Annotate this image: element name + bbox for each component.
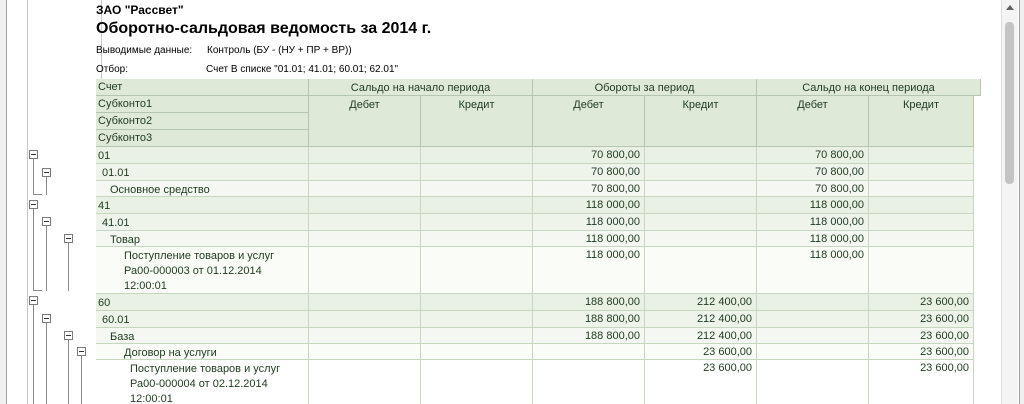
tree-line bbox=[33, 209, 34, 291]
row-closing-debit-value: 118 000,00 bbox=[809, 216, 864, 228]
row-opening-credit-cell bbox=[421, 231, 533, 246]
table-row[interactable] bbox=[96, 214, 974, 231]
row-account-cell bbox=[96, 311, 309, 327]
row-account-name: 60.01 bbox=[102, 314, 130, 326]
table-row[interactable] bbox=[96, 147, 974, 164]
row-closing-debit-value: 118 000,00 bbox=[809, 199, 864, 211]
tree-line bbox=[33, 305, 34, 404]
header-turnover-debit bbox=[533, 96, 645, 147]
table-row[interactable] bbox=[96, 311, 974, 328]
row-closing-debit-cell bbox=[757, 360, 869, 404]
row-account-cell bbox=[96, 328, 309, 343]
row-account-cell bbox=[96, 197, 309, 213]
header-closing-debit-label: Дебет bbox=[797, 99, 828, 111]
row-account-cell bbox=[96, 344, 309, 359]
row-opening-debit-cell bbox=[309, 181, 421, 196]
header-closing-credit-label: Кредит bbox=[902, 99, 939, 111]
row-opening-debit-cell bbox=[309, 197, 421, 213]
header-subconto2 bbox=[96, 113, 309, 130]
row-account-cell bbox=[96, 360, 309, 404]
row-turnover-credit-cell bbox=[645, 181, 757, 196]
row-closing-credit-cell bbox=[869, 164, 974, 180]
row-closing-debit-cell bbox=[757, 214, 869, 230]
header-opening-credit bbox=[421, 96, 533, 147]
row-opening-debit-cell bbox=[309, 164, 421, 180]
row-closing-debit-cell bbox=[757, 231, 869, 246]
row-closing-credit-cell bbox=[869, 344, 974, 359]
row-turnover-debit-cell bbox=[533, 231, 645, 246]
row-turnover-credit-cell bbox=[645, 214, 757, 230]
header-turnover-credit bbox=[645, 96, 757, 147]
scrollbar-thumb[interactable] bbox=[1005, 22, 1014, 184]
row-opening-debit-cell bbox=[309, 311, 421, 327]
row-account-name: 01 bbox=[98, 150, 111, 162]
row-turnover-debit-value: 70 800,00 bbox=[591, 166, 640, 178]
row-closing-credit-value: 23 600,00 bbox=[920, 362, 969, 374]
row-closing-credit-cell bbox=[869, 328, 974, 343]
header-closing-credit bbox=[869, 96, 974, 147]
row-opening-credit-cell bbox=[421, 294, 533, 310]
header-subconto1-label: Субконто1 bbox=[98, 98, 153, 110]
output-data-label: Выводимые данные: bbox=[96, 45, 193, 56]
row-turnover-debit-value: 118 000,00 bbox=[585, 249, 640, 261]
collapse-group-60-01-icon[interactable] bbox=[42, 314, 51, 323]
collapse-group-01-01-icon[interactable] bbox=[42, 168, 51, 177]
row-closing-debit-cell bbox=[757, 197, 869, 213]
header-subconto3 bbox=[96, 130, 309, 147]
row-turnover-debit-cell bbox=[533, 214, 645, 230]
row-turnover-credit-value: 212 400,00 bbox=[696, 330, 752, 342]
row-account-cell bbox=[96, 147, 309, 163]
header-subconto3-label: Субконто3 bbox=[98, 132, 153, 144]
table-row[interactable] bbox=[96, 328, 974, 344]
header-closing-balance-label: Сальдо на конец периода bbox=[802, 82, 935, 94]
row-closing-debit-value: 70 800,00 bbox=[815, 149, 864, 161]
header-account bbox=[96, 79, 309, 96]
row-closing-credit-cell bbox=[869, 360, 974, 404]
row-opening-credit-cell bbox=[421, 147, 533, 163]
row-account-name: 41 bbox=[98, 200, 111, 212]
header-subconto2-label: Субконто2 bbox=[98, 115, 153, 127]
row-closing-credit-cell bbox=[869, 197, 974, 213]
row-closing-credit-value: 23 600,00 bbox=[920, 330, 969, 342]
row-turnover-debit-value: 70 800,00 bbox=[591, 149, 640, 161]
header-turnover-credit-label: Кредит bbox=[682, 99, 719, 111]
header-turnover bbox=[533, 79, 757, 96]
row-opening-credit-cell bbox=[421, 214, 533, 230]
row-turnover-credit-cell bbox=[645, 147, 757, 163]
row-opening-credit-cell bbox=[421, 311, 533, 327]
collapse-group-contract-icon[interactable] bbox=[77, 347, 86, 356]
row-closing-debit-cell bbox=[757, 147, 869, 163]
row-closing-debit-value: 70 800,00 bbox=[815, 166, 864, 178]
row-closing-debit-value: 70 800,00 bbox=[815, 183, 864, 195]
row-turnover-debit-cell bbox=[533, 181, 645, 196]
table-row[interactable] bbox=[96, 344, 974, 360]
row-closing-debit-value: 118 000,00 bbox=[809, 249, 864, 261]
row-turnover-debit-cell bbox=[533, 197, 645, 213]
row-opening-credit-cell bbox=[421, 247, 533, 293]
output-data-value: Контроль (БУ - (НУ + ПР + ВР)) bbox=[207, 45, 352, 56]
header-turnover-label: Обороты за период bbox=[594, 82, 695, 94]
scroll-up-icon[interactable] bbox=[1006, 5, 1014, 10]
row-opening-credit-cell bbox=[421, 344, 533, 359]
row-account-name: Поступление товаров и услуг Ра00-000004 от 02.12.2014 12:00:01 bbox=[130, 363, 281, 404]
row-turnover-debit-value: 188 800,00 bbox=[584, 330, 640, 342]
row-opening-credit-cell bbox=[421, 181, 533, 196]
row-closing-debit-cell bbox=[757, 294, 869, 310]
row-account-name: Товар bbox=[110, 234, 140, 246]
table-row[interactable] bbox=[96, 197, 974, 214]
row-account-name: Договор на услуги bbox=[124, 347, 217, 359]
table-row[interactable] bbox=[96, 360, 974, 404]
row-opening-debit-cell bbox=[309, 328, 421, 343]
row-turnover-credit-cell bbox=[645, 164, 757, 180]
row-turnover-credit-cell bbox=[645, 247, 757, 293]
row-grouping-tree bbox=[29, 147, 99, 404]
row-closing-credit-cell bbox=[869, 147, 974, 163]
row-turnover-debit-cell bbox=[533, 164, 645, 180]
row-account-name: Поступление товаров и услуг Ра00-000003 от 01.12.2014 12:00:01 bbox=[124, 250, 275, 292]
row-closing-credit-cell bbox=[869, 247, 974, 293]
tree-line bbox=[46, 177, 47, 195]
row-closing-credit-cell bbox=[869, 214, 974, 230]
row-closing-credit-value: 23 600,00 bbox=[920, 313, 969, 325]
vertical-scrollbar[interactable] bbox=[1001, 0, 1018, 404]
row-opening-debit-cell bbox=[309, 247, 421, 293]
collapse-group-41-01-icon[interactable] bbox=[42, 217, 51, 226]
collapse-group-60-icon[interactable] bbox=[29, 296, 38, 305]
header-opening-balance bbox=[309, 79, 533, 96]
row-opening-credit-cell bbox=[421, 164, 533, 180]
tree-line bbox=[81, 356, 82, 404]
row-turnover-debit-value: 118 000,00 bbox=[585, 216, 640, 228]
row-closing-debit-value: 118 000,00 bbox=[809, 233, 864, 245]
row-turnover-credit-value: 23 600,00 bbox=[703, 346, 752, 358]
row-opening-debit-cell bbox=[309, 294, 421, 310]
row-turnover-credit-cell bbox=[645, 231, 757, 246]
row-turnover-credit-cell bbox=[645, 344, 757, 359]
row-account-name: База bbox=[110, 331, 135, 343]
row-account-name: 60 bbox=[98, 297, 111, 309]
row-turnover-credit-value: 212 400,00 bbox=[696, 313, 752, 325]
tree-line bbox=[33, 194, 42, 195]
row-account-cell bbox=[96, 214, 309, 230]
row-closing-credit-cell bbox=[869, 311, 974, 327]
row-turnover-credit-value: 23 600,00 bbox=[703, 362, 752, 374]
row-opening-credit-cell bbox=[421, 328, 533, 343]
collapse-group-base-icon[interactable] bbox=[64, 331, 73, 340]
row-turnover-credit-value: 212 400,00 bbox=[696, 296, 752, 308]
tree-line bbox=[46, 226, 47, 291]
row-closing-credit-cell bbox=[869, 231, 974, 246]
company-name: ЗАО "Рассвет" bbox=[96, 3, 184, 17]
row-opening-credit-cell bbox=[421, 360, 533, 404]
row-closing-credit-cell bbox=[869, 294, 974, 310]
tree-line bbox=[68, 340, 69, 404]
row-account-cell bbox=[96, 247, 309, 293]
row-turnover-credit-cell bbox=[645, 328, 757, 343]
row-turnover-debit-cell bbox=[533, 360, 645, 404]
row-turnover-credit-cell bbox=[645, 197, 757, 213]
row-turnover-debit-value: 188 800,00 bbox=[584, 296, 640, 308]
row-turnover-debit-cell bbox=[533, 328, 645, 343]
tree-line bbox=[68, 243, 69, 291]
header-closing-debit bbox=[757, 96, 869, 147]
filter-label: Отбор: bbox=[96, 64, 128, 75]
tree-line bbox=[46, 323, 47, 404]
row-opening-debit-cell bbox=[309, 344, 421, 359]
row-turnover-credit-cell bbox=[645, 294, 757, 310]
row-account-cell bbox=[96, 294, 309, 310]
collapse-group-01-icon[interactable] bbox=[29, 150, 38, 159]
row-opening-debit-cell bbox=[309, 231, 421, 246]
row-closing-debit-cell bbox=[757, 328, 869, 343]
row-closing-debit-cell bbox=[757, 247, 869, 293]
row-opening-debit-cell bbox=[309, 214, 421, 230]
row-closing-credit-cell bbox=[869, 181, 974, 196]
report-frame bbox=[6, 0, 1020, 404]
filter-value: Счет В списке "01.01; 41.01; 60.01; 62.01" bbox=[206, 64, 399, 75]
row-turnover-debit-cell bbox=[533, 294, 645, 310]
row-turnover-debit-value: 118 000,00 bbox=[585, 233, 640, 245]
table-row[interactable] bbox=[96, 164, 974, 181]
row-turnover-debit-cell bbox=[533, 344, 645, 359]
row-account-cell bbox=[96, 231, 309, 246]
row-account-cell bbox=[96, 181, 309, 196]
header-opening-debit bbox=[309, 96, 421, 147]
header-opening-credit-label: Кредит bbox=[458, 99, 495, 111]
row-closing-debit-cell bbox=[757, 344, 869, 359]
header-closing-balance bbox=[757, 79, 981, 96]
header-opening-debit-label: Дебет bbox=[349, 99, 380, 111]
report-title: Оборотно-сальдовая ведомость за 2014 г. bbox=[96, 20, 432, 37]
row-closing-credit-value: 23 600,00 bbox=[920, 296, 969, 308]
row-turnover-debit-cell bbox=[533, 147, 645, 163]
row-turnover-debit-value: 118 000,00 bbox=[585, 199, 640, 211]
row-account-name: 01.01 bbox=[102, 167, 130, 179]
tree-line bbox=[33, 290, 42, 291]
row-closing-credit-value: 23 600,00 bbox=[920, 346, 969, 358]
header-opening-balance-label: Сальдо на начало периода bbox=[350, 82, 491, 94]
row-account-name: 41.01 bbox=[102, 217, 130, 229]
table-row[interactable] bbox=[96, 181, 974, 197]
row-closing-debit-cell bbox=[757, 164, 869, 180]
row-account-cell bbox=[96, 164, 309, 180]
table-row[interactable] bbox=[96, 231, 974, 247]
header-turnover-debit-label: Дебет bbox=[573, 99, 604, 111]
row-turnover-credit-cell bbox=[645, 311, 757, 327]
row-opening-debit-cell bbox=[309, 147, 421, 163]
row-turnover-debit-value: 70 800,00 bbox=[591, 183, 640, 195]
row-closing-debit-cell bbox=[757, 311, 869, 327]
header-account-label: Счет bbox=[98, 81, 123, 93]
header-subconto1 bbox=[96, 96, 309, 113]
collapse-group-goods-icon[interactable] bbox=[64, 234, 73, 243]
collapse-group-41-icon[interactable] bbox=[29, 200, 38, 209]
row-turnover-debit-value: 188 800,00 bbox=[584, 313, 640, 325]
table-row[interactable] bbox=[96, 294, 974, 311]
row-turnover-credit-cell bbox=[645, 360, 757, 404]
tree-line bbox=[33, 159, 34, 195]
row-opening-credit-cell bbox=[421, 197, 533, 213]
table-row[interactable] bbox=[96, 247, 974, 294]
row-turnover-debit-cell bbox=[533, 247, 645, 293]
row-opening-debit-cell bbox=[309, 360, 421, 404]
row-turnover-debit-cell bbox=[533, 311, 645, 327]
row-account-name: Основное средство bbox=[110, 184, 210, 196]
row-closing-debit-cell bbox=[757, 181, 869, 196]
